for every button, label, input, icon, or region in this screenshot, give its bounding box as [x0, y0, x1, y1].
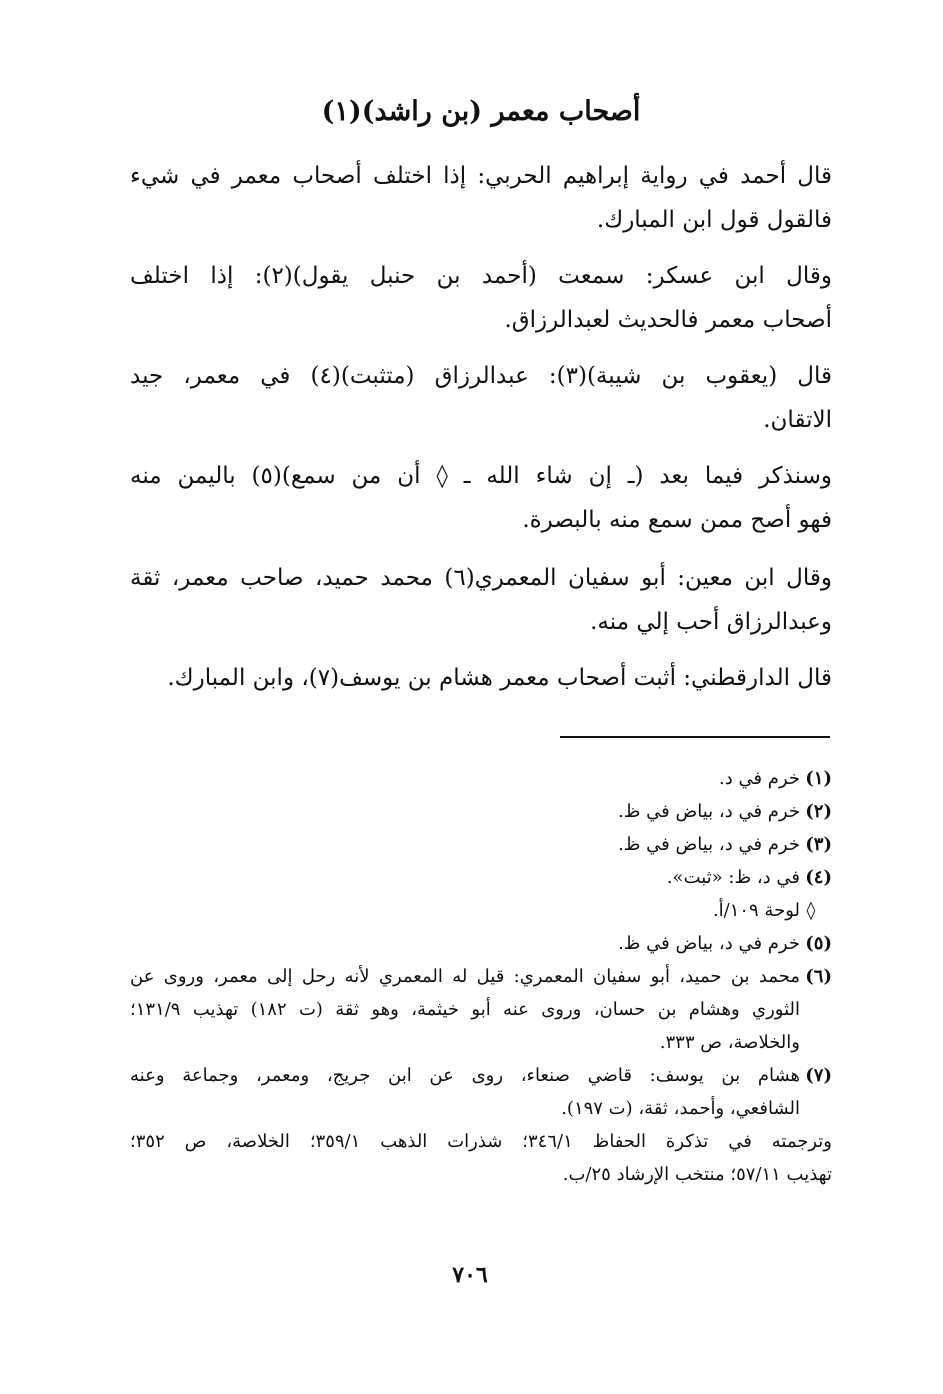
paragraph-line: فهو أصح ممن سمع منه بالبصرة.	[522, 507, 832, 533]
footnote-number: (١)	[805, 768, 832, 789]
footnote-line: خرم في د، بياض في ظ.	[618, 801, 800, 822]
footnote-folio-marker	[130, 894, 832, 927]
footnote-line: لوحة ١٠٩/أ.	[712, 900, 800, 921]
footnote-line: خرم في د، بياض في ظ.	[618, 933, 800, 954]
paragraph-line: وسنذكر فيما بعد (ـ إن شاء الله ـ ◊ أن من سمع)(٥) باليمن منه	[130, 463, 832, 489]
footnote-line: وترجمته في تذكرة الحفاظ ٣٤٦/١؛ شذرات الذهب ٣٥٩/١؛ الخلاصة، ص ٣٥٢؛	[130, 1131, 832, 1152]
footnote-separator	[560, 736, 830, 738]
footnote-number: (٦)	[805, 966, 832, 987]
paragraph-line: أصحاب معمر فالحديث لعبدالرزاق.	[504, 307, 832, 333]
footnote-line: هشام بن يوسف: قاضي صنعاء، روى عن ابن جريج، ومعمر، وجماعة وعنه	[130, 1065, 800, 1086]
paragraph-3	[130, 354, 832, 442]
footnote-7	[130, 1059, 832, 1125]
paragraph-6	[130, 656, 832, 700]
paragraph-line: وقال ابن عسكر: سمعت (أحمد بن حنبل يقول)(٢): إذا اختلف	[130, 263, 832, 289]
paragraph-line: قال (يعقوب بن شيبة)(٣): عبدالرزاق (متثبت)(٤) في معمر، جيد	[130, 363, 832, 389]
footnote-6	[130, 960, 832, 1059]
footnote-line: خرم في د، بياض في ظ.	[618, 834, 800, 855]
page-title: أصحاب معمر (بن راشد)(١)	[321, 96, 641, 127]
footnote-3	[130, 828, 832, 861]
footnote-number: (٧)	[805, 1065, 832, 1086]
paragraph-line: فالقول قول ابن المبارك.	[596, 207, 832, 233]
footnotes	[130, 762, 832, 1191]
footnote-line: الشافعي، وأحمد، ثقة، (ت ١٩٧).	[561, 1098, 800, 1119]
footnote-1	[130, 762, 832, 795]
footnote-line: في د، ظ: «ثبت».	[666, 867, 800, 888]
footnote-number: (٤)	[805, 867, 832, 888]
paragraph-line: وقال ابن معين: أبو سفيان المعمري(٦) محمد حميد، صاحب معمر، ثقة	[130, 565, 832, 591]
footnote-number: (٣)	[805, 834, 832, 855]
footnote-4	[130, 861, 832, 894]
diamond-marker-icon: ◊	[806, 900, 816, 921]
paragraph-4	[130, 454, 832, 542]
footnote-number: (٢)	[805, 801, 832, 822]
paragraph-2	[130, 254, 832, 342]
footnote-line: والخلاصة، ص ٣٣٣.	[659, 1032, 800, 1053]
paragraph-5	[130, 556, 832, 644]
footnote-line: خرم في د.	[719, 768, 800, 789]
footnote-2	[130, 795, 832, 828]
footnote-line: محمد بن حميد، أبو سفيان المعمري: قيل له المعمري لأنه رحل إلى معمر، وروى عن	[130, 966, 800, 987]
paragraph-line: قال أحمد في رواية إبراهيم الحربي: إذا اختلف أصحاب معمر في شيء	[130, 163, 832, 189]
footnote-line: الثوري وهشام بن حسان، وروى عنه أبو خيثمة، وهو ثقة (ت ١٨٢) تهذيب ١٣١/٩؛	[130, 999, 800, 1020]
paragraph-line: الاتقان.	[763, 407, 832, 433]
paragraph-1	[130, 154, 832, 242]
footnote-number: (٥)	[805, 933, 832, 954]
footnote-5	[130, 927, 832, 960]
paragraph-line: قال الدارقطني: أثبت أصحاب معمر هشام بن يوسف(٧)، وابن المبارك.	[167, 665, 832, 691]
footnote-7-continuation	[130, 1125, 832, 1191]
paragraph-line: وعبدالرزاق أحب إلي منه.	[590, 609, 832, 635]
footnote-line: تهذيب ٥٧/١١؛ منتخب الإرشاد ٢٥/ب.	[562, 1164, 832, 1185]
page-number: ٧٠٦	[452, 1262, 488, 1288]
